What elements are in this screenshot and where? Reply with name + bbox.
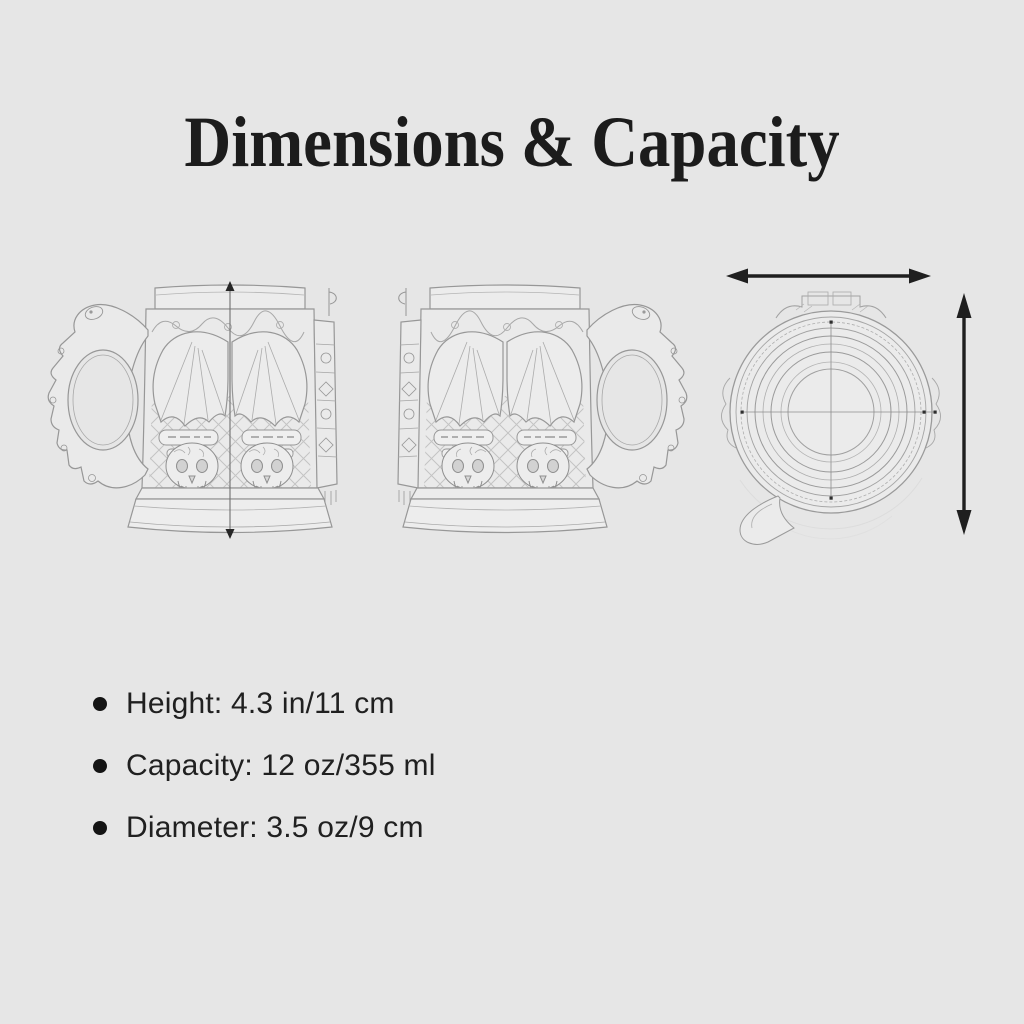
spec-item-diameter <box>93 810 436 846</box>
mug-side-view-handle-right <box>395 280 695 542</box>
diameter-arrow-icon <box>726 269 931 284</box>
spec-item-capacity <box>93 748 436 784</box>
page-title <box>0 102 1024 182</box>
mug-top-view <box>700 252 970 552</box>
spec-list <box>93 686 436 872</box>
height-arrow-icon <box>948 288 980 540</box>
page-title-text: Dimensions & Capacity <box>184 102 840 182</box>
bullet-icon <box>93 697 107 711</box>
spec-text-diameter: Diameter: 3.5 oz/9 cm <box>126 811 424 844</box>
spec-text-height: Height: 4.3 in/11 cm <box>126 687 395 720</box>
mug-side-view-handle-left <box>40 280 340 542</box>
bullet-icon <box>93 821 107 835</box>
spec-text-capacity: Capacity: 12 oz/355 ml <box>126 749 436 782</box>
bullet-icon <box>93 759 107 773</box>
spec-item-height <box>93 686 436 722</box>
